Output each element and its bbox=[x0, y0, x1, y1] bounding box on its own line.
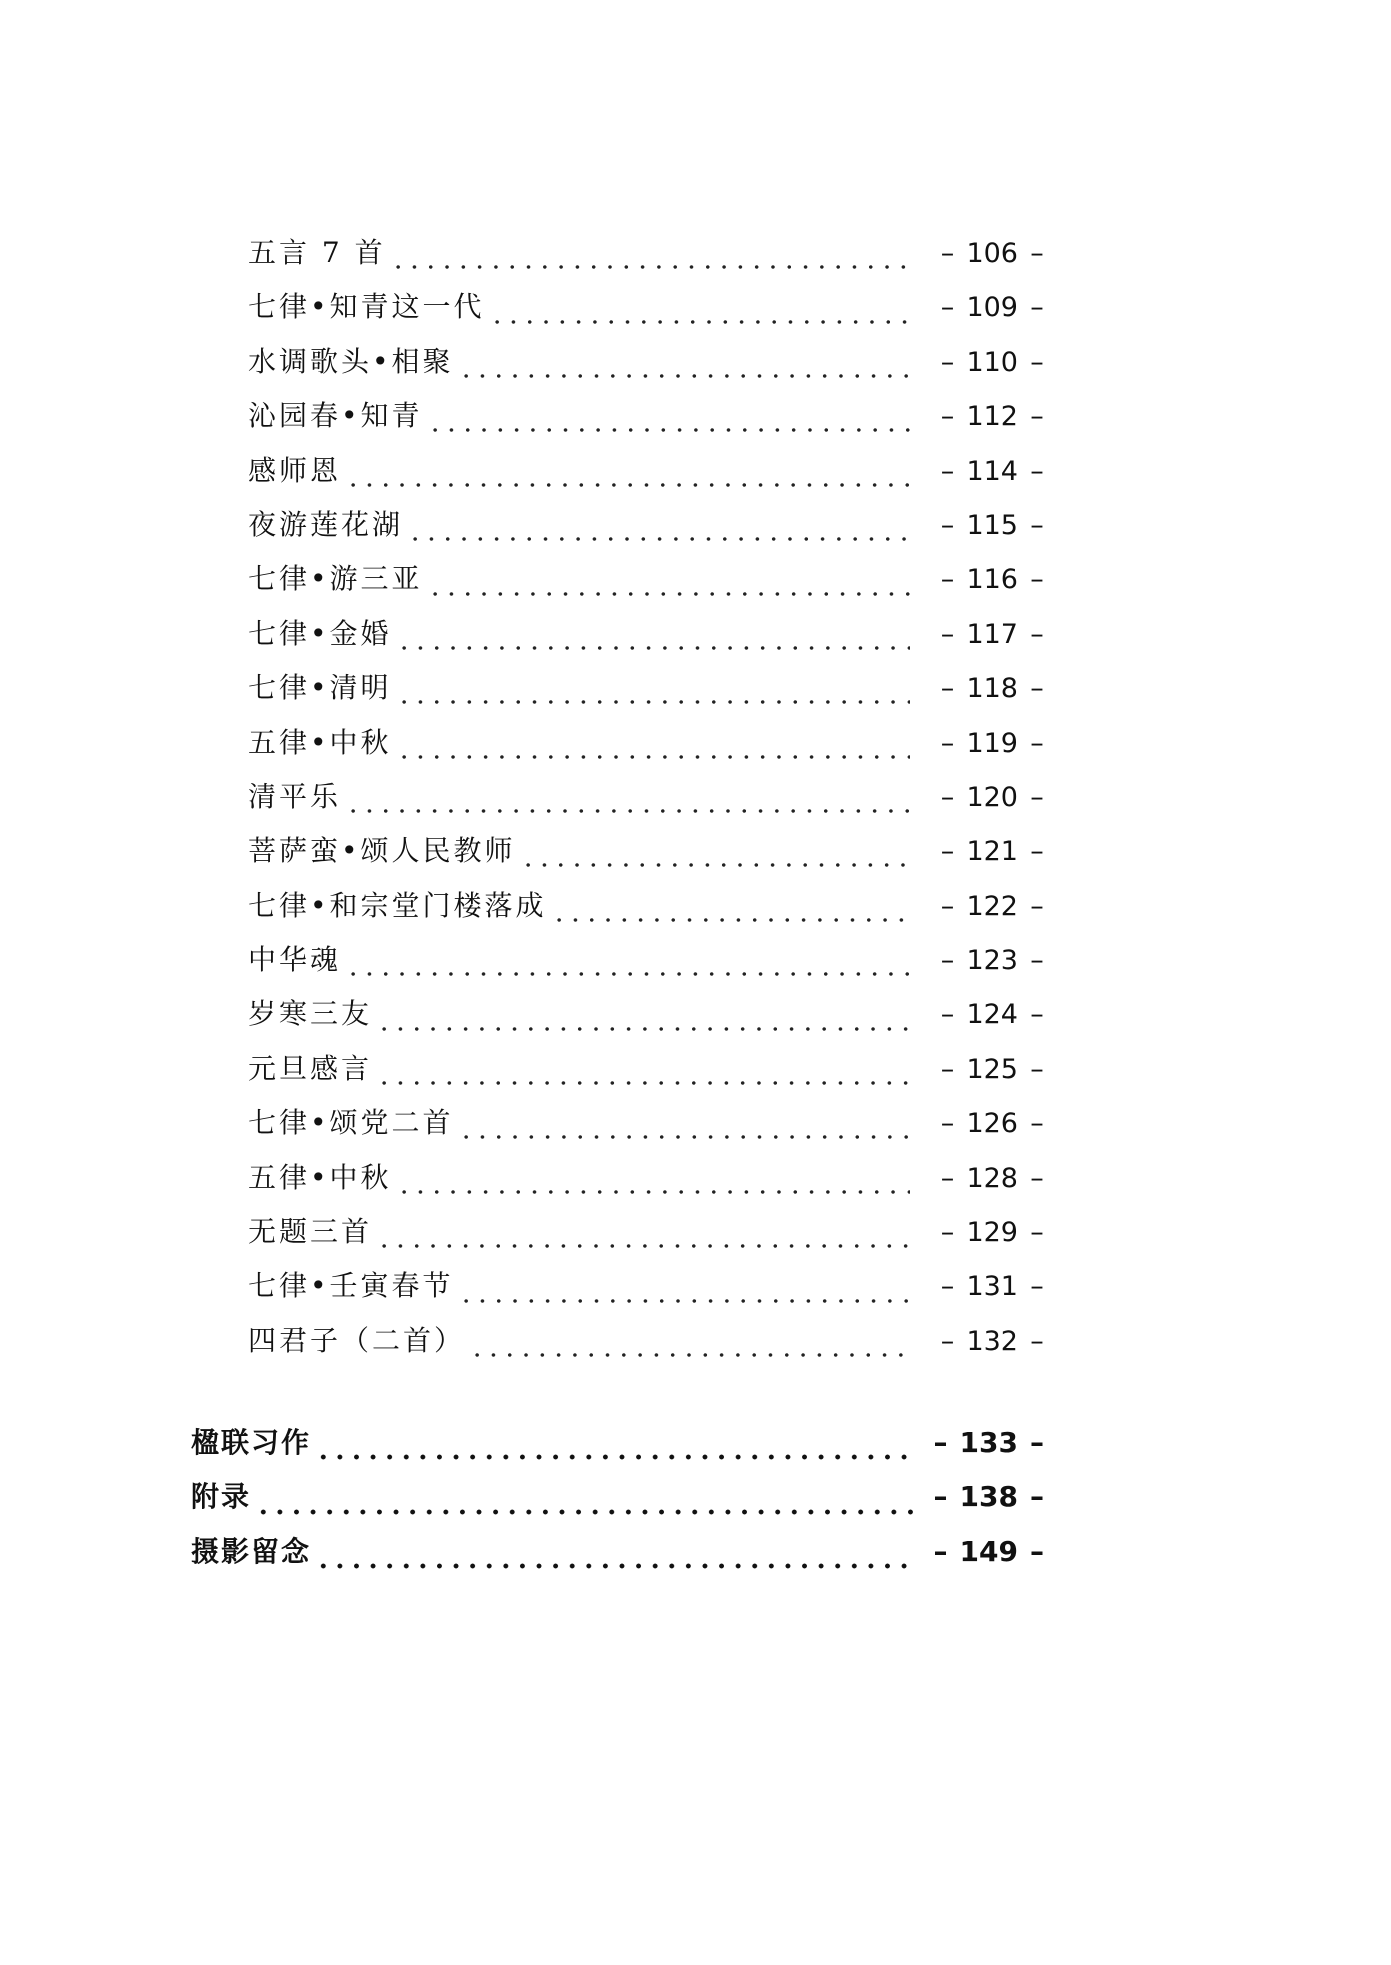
dot-leader bbox=[376, 1240, 910, 1252]
entry-page-number bbox=[924, 1163, 1046, 1194]
entry-title: 七律•游三亚 bbox=[248, 562, 423, 596]
page-dash-left: – bbox=[940, 1217, 955, 1249]
entry-title: 五言 7 首 bbox=[248, 236, 386, 269]
page-dash-right: – bbox=[1030, 836, 1044, 868]
entry-title: 感师恩 bbox=[248, 453, 342, 487]
page-dash-left: – bbox=[933, 1426, 948, 1459]
toc-entry[interactable] bbox=[248, 1101, 1046, 1155]
page-number: 116 bbox=[966, 564, 1018, 596]
dot-leader bbox=[458, 1131, 910, 1143]
page-number: 106 bbox=[966, 238, 1018, 269]
toc-entry[interactable] bbox=[248, 449, 1046, 503]
entry-title: 岁寒三友 bbox=[248, 997, 373, 1031]
page-number: 126 bbox=[966, 1108, 1018, 1140]
entry-title: 五律•中秋 bbox=[248, 1160, 392, 1194]
page-number: 132 bbox=[966, 1325, 1018, 1357]
page-dash-right: – bbox=[1030, 1480, 1044, 1514]
page-dash-left: – bbox=[940, 509, 955, 541]
entry-page-number bbox=[924, 891, 1046, 922]
entry-page-number bbox=[924, 1054, 1046, 1085]
page-dash-left: – bbox=[940, 564, 955, 596]
entry-title: 水调歌头•相聚 bbox=[248, 344, 454, 378]
page-dash-left: – bbox=[940, 346, 955, 378]
page-number: 117 bbox=[966, 618, 1018, 650]
entry-page-number bbox=[924, 728, 1046, 759]
page-number: 119 bbox=[966, 727, 1018, 759]
page-dash-left: – bbox=[933, 1534, 948, 1568]
toc-entry[interactable] bbox=[248, 666, 1046, 720]
entry-page-number bbox=[924, 619, 1046, 650]
entry-page-number bbox=[924, 673, 1046, 704]
entry-page-number bbox=[924, 292, 1046, 323]
toc-entry[interactable] bbox=[248, 721, 1046, 775]
entry-page-number bbox=[924, 1426, 1046, 1459]
entry-title: 五律•中秋 bbox=[248, 725, 392, 759]
page-number: 122 bbox=[966, 890, 1018, 922]
page-dash-left: – bbox=[940, 836, 955, 868]
page-dash-right: – bbox=[1030, 781, 1044, 813]
entry-page-number bbox=[924, 401, 1046, 432]
entry-page-number bbox=[924, 782, 1046, 813]
toc-entry[interactable] bbox=[248, 1264, 1046, 1318]
page-number: 114 bbox=[966, 455, 1018, 487]
page-dash-left: – bbox=[940, 1162, 955, 1194]
page-dash-left: – bbox=[940, 238, 955, 269]
page-dash-right: – bbox=[1030, 564, 1044, 596]
page-dash-left: – bbox=[940, 1325, 955, 1357]
toc-entry[interactable] bbox=[191, 1475, 1046, 1529]
page-dash-left: – bbox=[940, 673, 955, 705]
page-dash-right: – bbox=[1030, 945, 1044, 977]
entry-title: 四君子（二首） bbox=[248, 1323, 466, 1357]
dot-leader bbox=[376, 1077, 910, 1089]
dot-leader bbox=[396, 751, 910, 763]
dot-leader bbox=[345, 805, 910, 817]
toc-entry[interactable] bbox=[248, 992, 1046, 1046]
page-dash-right: – bbox=[1030, 1271, 1044, 1303]
page-dash-right: – bbox=[1030, 1162, 1044, 1194]
page-dash-right: – bbox=[1030, 509, 1044, 541]
page-dash-left: – bbox=[940, 455, 955, 487]
toc-entry[interactable] bbox=[248, 1156, 1046, 1210]
toc-entry[interactable] bbox=[248, 1210, 1046, 1264]
page-number: 118 bbox=[966, 673, 1018, 705]
page-number: 149 bbox=[959, 1534, 1018, 1568]
entry-title: 七律•清明 bbox=[248, 671, 392, 705]
entry-page-number bbox=[924, 1326, 1046, 1357]
entry-title: 摄影留念 bbox=[191, 1534, 312, 1568]
page-dash-right: – bbox=[1030, 1217, 1044, 1249]
page-dash-left: – bbox=[940, 1053, 955, 1085]
toc-entry[interactable] bbox=[248, 829, 1046, 883]
page-number: 121 bbox=[966, 836, 1018, 868]
entry-page-number bbox=[924, 510, 1046, 541]
page-number: 112 bbox=[966, 401, 1018, 433]
dot-leader bbox=[315, 1560, 914, 1572]
page-number: 133 bbox=[959, 1426, 1018, 1459]
entry-title: 七律•和宗堂门楼落成 bbox=[248, 888, 547, 922]
dot-leader bbox=[255, 1506, 914, 1518]
page-dash-left: – bbox=[933, 1480, 948, 1514]
page-dash-left: – bbox=[940, 781, 955, 813]
page-dash-right: – bbox=[1030, 999, 1044, 1031]
toc-entry[interactable] bbox=[248, 285, 1046, 339]
dot-leader bbox=[427, 588, 910, 600]
entry-page-number bbox=[924, 238, 1046, 269]
entry-page-number bbox=[924, 1108, 1046, 1139]
page-number: 138 bbox=[959, 1480, 1018, 1514]
page-dash-left: – bbox=[940, 618, 955, 650]
entry-title: 楹联习作 bbox=[191, 1426, 312, 1459]
page-dash-right: – bbox=[1030, 401, 1044, 433]
entry-title: 菩萨蛮•颂人民教师 bbox=[248, 834, 516, 868]
page-dash-left: – bbox=[940, 999, 955, 1031]
toc-subsection-list bbox=[248, 231, 1046, 1373]
toc-entry[interactable] bbox=[248, 340, 1046, 394]
page-number: 120 bbox=[966, 781, 1018, 813]
dot-leader bbox=[458, 370, 910, 382]
entry-title: 夜游莲花湖 bbox=[248, 507, 404, 541]
entry-title: 七律•金婚 bbox=[248, 616, 392, 650]
toc-entry[interactable] bbox=[248, 1319, 1046, 1373]
dot-leader bbox=[396, 1186, 910, 1198]
entry-title: 七律•知青这一代 bbox=[248, 290, 485, 324]
entry-page-number bbox=[924, 456, 1046, 487]
toc-entry[interactable] bbox=[191, 1530, 1046, 1584]
page-number: 129 bbox=[966, 1217, 1018, 1249]
page-dash-right: – bbox=[1030, 1108, 1044, 1140]
entry-title: 七律•颂党二首 bbox=[248, 1106, 454, 1140]
toc-entry[interactable] bbox=[248, 557, 1046, 611]
page-dash-right: – bbox=[1030, 455, 1044, 487]
entry-page-number bbox=[924, 347, 1046, 378]
page-dash-left: – bbox=[940, 1271, 955, 1303]
page-number: 123 bbox=[966, 945, 1018, 977]
dot-leader bbox=[390, 261, 910, 273]
page-dash-left: – bbox=[940, 945, 955, 977]
toc-entry[interactable] bbox=[248, 612, 1046, 666]
dot-leader bbox=[427, 424, 910, 436]
dot-leader bbox=[489, 316, 910, 328]
page-dash-right: – bbox=[1030, 292, 1044, 324]
page-dash-left: – bbox=[940, 292, 955, 324]
page-number: 124 bbox=[966, 999, 1018, 1031]
dot-leader bbox=[315, 1451, 914, 1463]
toc-entry[interactable] bbox=[248, 394, 1046, 448]
page-dash-left: – bbox=[940, 401, 955, 433]
entry-page-number bbox=[924, 945, 1046, 976]
entry-title: 七律•壬寅春节 bbox=[248, 1269, 454, 1303]
entry-title: 附录 bbox=[191, 1480, 252, 1514]
page-dash-right: – bbox=[1030, 618, 1044, 650]
entry-title: 中华魂 bbox=[248, 943, 342, 977]
page-number: 128 bbox=[966, 1162, 1018, 1194]
page-number: 131 bbox=[966, 1271, 1018, 1303]
entry-page-number bbox=[924, 1217, 1046, 1248]
toc-entry[interactable] bbox=[248, 503, 1046, 557]
toc-entry[interactable] bbox=[191, 1421, 1046, 1475]
dot-leader bbox=[551, 914, 910, 926]
page-dash-right: – bbox=[1030, 890, 1044, 922]
page-dash-right: – bbox=[1030, 1426, 1044, 1459]
page-number: 110 bbox=[966, 346, 1018, 378]
entry-page-number bbox=[924, 1271, 1046, 1302]
page-dash-right: – bbox=[1030, 346, 1044, 378]
dot-leader bbox=[407, 533, 910, 545]
page-dash-left: – bbox=[940, 727, 955, 759]
toc-entry[interactable] bbox=[248, 938, 1046, 992]
dot-leader bbox=[396, 696, 910, 708]
dot-leader bbox=[469, 1349, 910, 1361]
entry-page-number bbox=[924, 999, 1046, 1030]
toc-entry[interactable] bbox=[248, 1047, 1046, 1101]
toc-entry[interactable] bbox=[248, 775, 1046, 829]
dot-leader bbox=[520, 859, 910, 871]
page-dash-right: – bbox=[1030, 1053, 1044, 1085]
page-dash-left: – bbox=[940, 1108, 955, 1140]
entry-title: 元旦感言 bbox=[248, 1051, 373, 1085]
entry-title: 清平乐 bbox=[248, 779, 342, 813]
page-number: 115 bbox=[966, 509, 1018, 541]
page-number: 125 bbox=[966, 1053, 1018, 1085]
page-dash-right: – bbox=[1030, 727, 1044, 759]
page-dash-right: – bbox=[1030, 673, 1044, 705]
dot-leader bbox=[396, 642, 910, 654]
entry-page-number bbox=[924, 1480, 1046, 1513]
dot-leader bbox=[376, 1023, 910, 1035]
entry-page-number bbox=[924, 836, 1046, 867]
dot-leader bbox=[458, 1295, 910, 1307]
dot-leader bbox=[345, 968, 910, 980]
toc-entry[interactable] bbox=[248, 884, 1046, 938]
entry-page-number bbox=[924, 1535, 1046, 1568]
entry-title: 沁园春•知青 bbox=[248, 399, 423, 433]
toc-section-list bbox=[191, 1421, 1046, 1584]
entry-page-number bbox=[924, 564, 1046, 595]
page-dash-left: – bbox=[940, 890, 955, 922]
page-dash-right: – bbox=[1030, 238, 1044, 269]
dot-leader bbox=[345, 479, 910, 491]
page-dash-right: – bbox=[1030, 1534, 1044, 1568]
entry-title: 无题三首 bbox=[248, 1215, 373, 1249]
page-dash-right: – bbox=[1030, 1325, 1044, 1357]
toc-entry[interactable] bbox=[248, 231, 1046, 285]
page-number: 109 bbox=[966, 292, 1018, 324]
